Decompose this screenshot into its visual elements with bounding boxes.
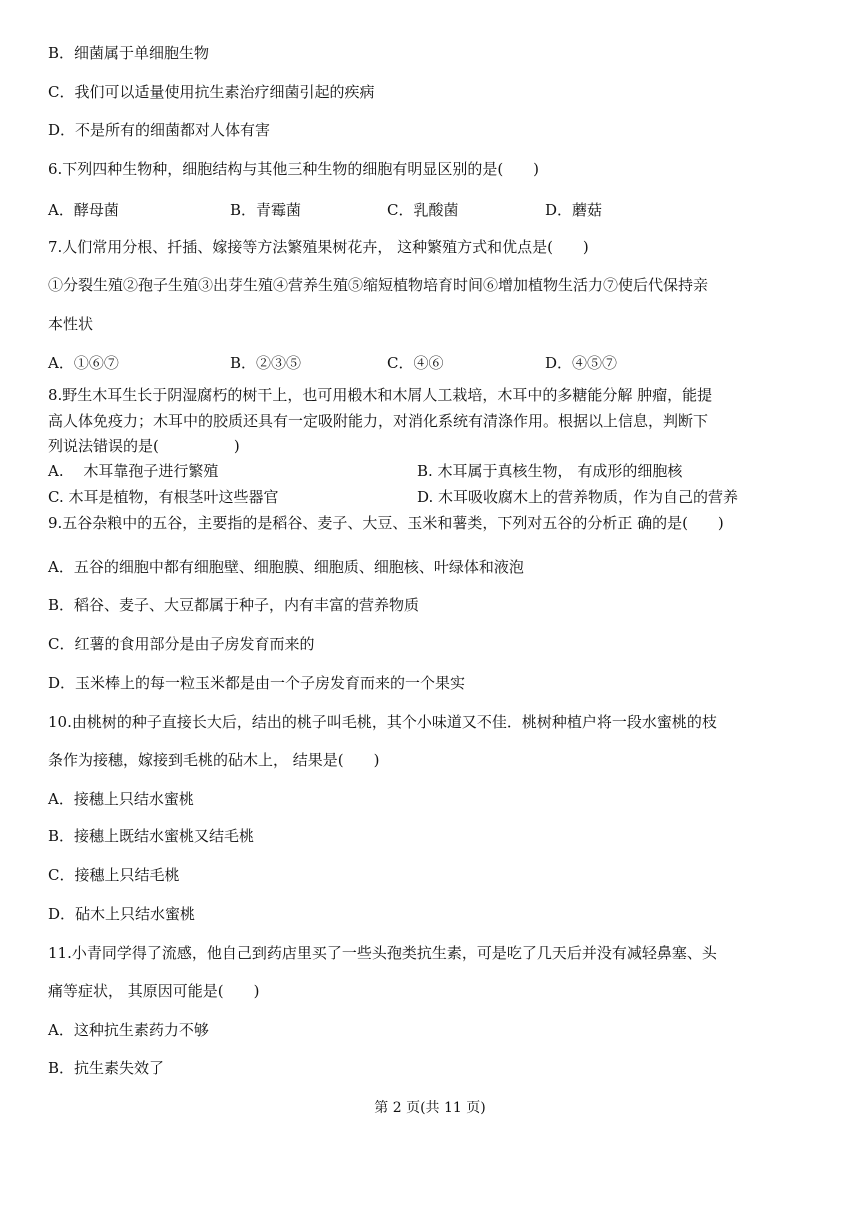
option-b: B．青霉菌: [230, 201, 302, 219]
option-d: D．砧木上只结水蜜桃: [48, 905, 196, 923]
option-c: C．红薯的食用部分是由子房发育而来的: [48, 635, 315, 653]
option-c: C. 木耳是植物，有根茎叶这些器官: [48, 488, 279, 506]
question-11: 11.小青同学得了流感，他自己到药店里买了一些头孢类抗生素，可是吃了几天后并没有减轻鼻塞、头: [48, 944, 717, 962]
question-7-statements-cont: 本性状: [48, 315, 94, 333]
option-a: A．五谷的细胞中都有细胞壁、细胞膜、细胞质、细胞核、叶绿体和液泡: [48, 558, 524, 576]
option-b: B．接穗上既结水蜜桃又结毛桃: [48, 827, 255, 845]
option-d: D. 木耳吸收腐木上的营养物质，作为自己的营养: [417, 488, 739, 506]
question-8-cont: 高人体免疫力；木耳中的胶质还具有一定吸附能力，对消化系统有清涤作用。根据以上信息，判断下: [48, 412, 709, 430]
question-8: 8.野生木耳生长于阴湿腐朽的树干上，也可用椴木和木屑人工栽培，木耳中的多糖能分解 肿瘤，能提: [48, 386, 713, 404]
option-a: A．酵母菌: [48, 201, 119, 219]
option-d: D．④⑤⑦: [545, 354, 618, 372]
option-c: C．④⑥: [387, 354, 444, 372]
option-b: B．抗生素失效了: [48, 1059, 165, 1077]
option-c: C．接穗上只结毛桃: [48, 866, 180, 884]
question-7-statements: ①分裂生殖②孢子生殖③出芽生殖④营养生殖⑤缩短植物培育时间⑥增加植物生活力⑦使后代保持亲: [48, 276, 709, 294]
option-d: D．玉米棒上的每一粒玉米都是由一个子房发育而来的一个果实: [48, 674, 466, 692]
option-b: B. 木耳属于真核生物， 有成形的细胞核: [417, 462, 683, 480]
option-a: A．①⑥⑦: [48, 354, 119, 372]
question-6: 6.下列四种生物种，细胞结构与其他三种生物的细胞有明显区别的是( ): [48, 160, 540, 178]
question-9: 9.五谷杂粮中的五谷，主要指的是稻谷、麦子、大豆、玉米和薯类，下列对五谷的分析正 确的是( ): [48, 514, 724, 532]
question-8-cont: 列说法错误的是( ): [48, 437, 240, 455]
question-11-cont: 痛等症状， 其原因可能是( ): [48, 982, 260, 1000]
question-10: 10.由桃树的种子直接长大后，结出的桃子叫毛桃，其个小味道又不佳．桃树种植户将一段水蜜桃的枝: [48, 713, 717, 731]
question-10-cont: 条作为接穗，嫁接到毛桃的砧木上， 结果是( ): [48, 751, 380, 769]
option-c: C．乳酸菌: [387, 201, 459, 219]
option-a: A．接穗上只结水蜜桃: [48, 790, 194, 808]
page-footer: 第 2 页(共 11 页): [374, 1100, 486, 1116]
option-b: B．稻谷、麦子、大豆都属于种子，内有丰富的营养物质: [48, 596, 420, 614]
option-a: A．这种抗生素药力不够: [48, 1021, 209, 1039]
question-7: 7.人们常用分根、扦插、嫁接等方法繁殖果树花卉， 这种繁殖方式和优点是( ): [48, 238, 589, 256]
option-a: A. 木耳靠孢子进行繁殖: [48, 462, 219, 480]
option-b: B．②③⑤: [230, 354, 302, 372]
option-d: D．蘑菇: [545, 201, 603, 219]
option-line: B．细菌属于单细胞生物: [48, 44, 210, 62]
option-line: D．不是所有的细菌都对人体有害: [48, 121, 271, 139]
option-line: C．我们可以适量使用抗生素治疗细菌引起的疾病: [48, 83, 375, 101]
